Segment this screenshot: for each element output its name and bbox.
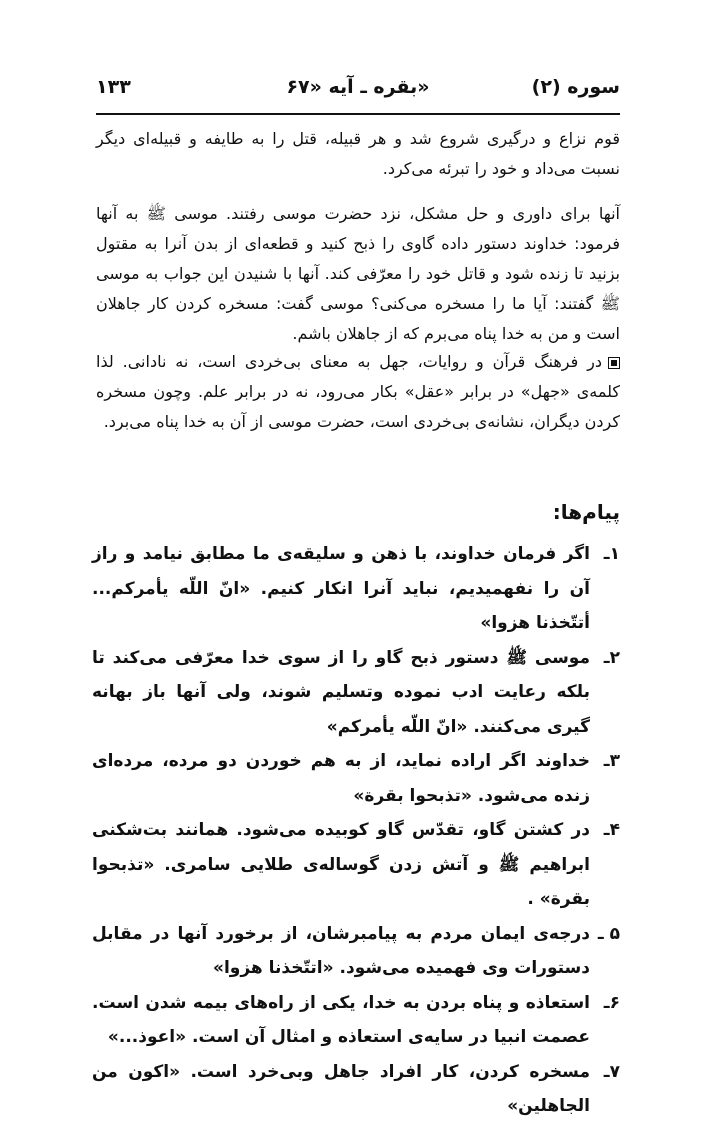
message-item-6 (92, 986, 620, 1055)
message-text: مسخره کردن، کار افراد جاهل وبی‌خرد است. «اکون من الجاهلین» (92, 1061, 590, 1116)
header-divider (96, 113, 620, 115)
message-number: ۱ـ (603, 544, 620, 564)
message-item-4 (92, 813, 620, 917)
page-number: ۱۳۳ (96, 76, 131, 98)
message-number: ۳ـ (603, 751, 620, 771)
message-text: استعاذه و پناه بردن به خدا، یکی از راه‌های بیمه شدن است. عصمت انبیا در سایه‌ی استعاذه و امثال آن است. «اعوذ...» (92, 992, 590, 1047)
note-text: در فرهنگ قرآن و روایات، جهل به معنای بی‌خردی است، نه نادانی. لذا کلمه‌ی «جهل» در برابر «عقل» بکار می‌رود، نه در برابر علم. وچون مسخره کردن دیگران، نشانه‌ی بی‌خردی است، حضرت موسی از آن به خدا پناه می‌برد. (96, 352, 620, 431)
message-number: ۴ـ (603, 820, 620, 840)
surah-label: سوره (۲) (531, 76, 620, 98)
message-number: ۶ـ (603, 992, 620, 1013)
verse-reference: بقره ـ آیه «۶۷» (286, 76, 430, 98)
body-paragraph-2: آنها برای داوری و حل مشکل، نزد حضرت موسی رفتند. موسی ﷺ به آنها فرمود: خداوند دستور داده گاوی را ذبح کنید و قطعه‌ای از بدن آنرا به مقتول بزنید تا زنده شود و قاتل خود را معرّفی کند. آنها با شنیدن این جواب به موسی ﷺ گفتند: آیا ما را مسخره می‌کنی؟ موسی گفت: مسخره کردن کار جاهلان است و من به خدا پناه می‌برم که از جاهلان باشم. (96, 204, 620, 343)
note-square-icon (608, 357, 620, 369)
message-item-1 (92, 537, 620, 641)
message-text: خداوند اگر اراده نماید، از به هم خوردن دو مرده، مرده‌ای زنده می‌شود. «تذبحوا بقرة» (92, 751, 590, 806)
messages-list (92, 537, 620, 1124)
message-text: درجه‌ی ایمان مردم به پیامبرشان، از برخورد آنها در مقابل دستورات وی فهمیده می‌شود. «اتتّخذنا هزوا» (92, 923, 590, 978)
message-text: در کشتن گاو، تقدّس گاو کوبیده می‌شود. همانند بت‌شکنی ابراهیم ﷺ و آتش زدن گوساله‌ی طلایی سامری. «تذبحوا بقرة» . (92, 820, 590, 909)
message-item-5 (92, 917, 620, 986)
message-item-2 (92, 641, 620, 745)
message-number: ۵ ـ (597, 923, 620, 944)
message-number: ۷ـ (603, 1061, 620, 1082)
messages-heading: پیام‌ها: (552, 500, 620, 524)
message-text: اگر فرمان خداوند، با ذهن و سلیقه‌ی ما مطابق نیامد و راز آن را نفهمیدیم، نباید آنرا انکار کنیم. «انّ اللّه یأمرکم... أتتّخذنا هزوا» (92, 544, 590, 633)
message-number: ۲ـ (603, 647, 620, 668)
message-item-3 (92, 744, 620, 813)
page-header (96, 76, 620, 110)
explanatory-note (96, 347, 620, 437)
body-paragraph-1: قوم نزاع و درگیری شروع شد و هر قبیله، قتل را به طایفه و قبیله‌ای دیگر نسبت می‌داد و خود را تبرئه می‌کرد. (96, 129, 620, 178)
message-item-7 (92, 1055, 620, 1124)
message-text: موسی ﷺ دستور ذبح گاو را از سوی خدا معرّفی می‌کند تا بلکه رعایت ادب نموده وتسلیم شوند، ولی آنها باز بهانه گیری می‌کنند. «انّ اللّه یأمرکم» (92, 647, 590, 737)
